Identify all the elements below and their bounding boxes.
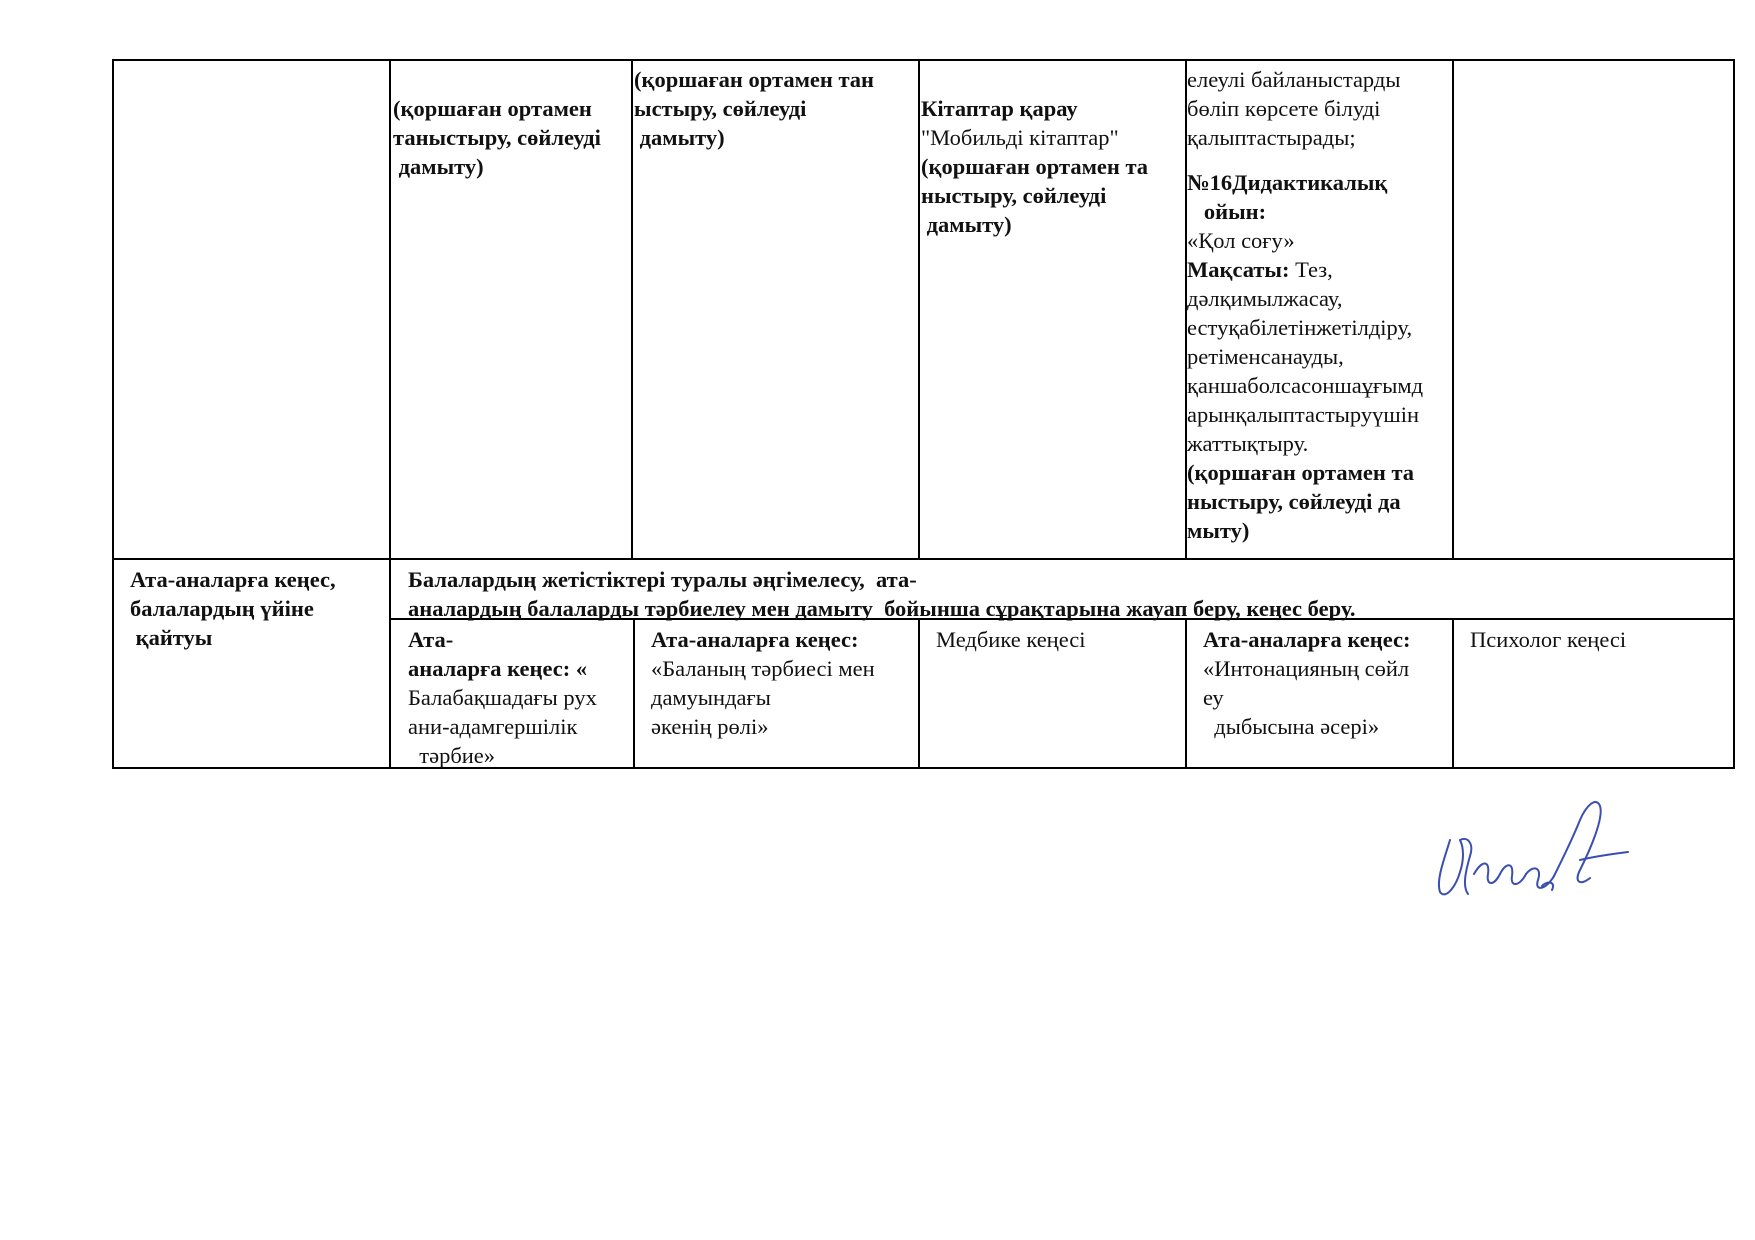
text-line: аналарға кеңес: « — [408, 656, 588, 681]
column-divider-5-row3 — [1452, 619, 1454, 769]
text-line: ныстыру, сөйлеуді да — [1187, 489, 1401, 514]
table-border-bottom — [112, 767, 1735, 769]
text-line: дамуындағы — [651, 685, 771, 710]
text-line: Медбике кеңесі — [936, 627, 1086, 652]
text-line: (қоршаған ортамен та — [921, 154, 1149, 179]
text-line: (қоршаған ортамен — [393, 96, 592, 121]
signature-icon — [1430, 790, 1630, 910]
row3-col6-psychologist — [1470, 625, 1730, 654]
text-line: Ата-аналарға кеңес: — [1203, 627, 1411, 652]
table-border-top — [112, 59, 1735, 61]
activity-heading: Кітаптар қарау — [921, 96, 1078, 121]
goal-text: Тез, — [1289, 257, 1333, 282]
row3-col2-consult — [408, 625, 630, 770]
text-line: арынқалыптастыруүшін — [1187, 402, 1419, 427]
row3-col3-consult — [651, 625, 916, 741]
text-line: Ата- — [408, 627, 454, 652]
text-line: дыбысына әсері» — [1203, 714, 1380, 739]
goal-line — [1187, 255, 1452, 284]
column-divider-2-row1 — [631, 59, 633, 559]
table-border-right — [1733, 59, 1735, 769]
table-border-left — [112, 59, 114, 769]
text-line: Балалардың жетістіктері туралы әңгімелесу, ата- — [408, 567, 917, 592]
text-line: мыту) — [1187, 518, 1250, 543]
text-line: Ата-аналарға кеңес: — [651, 627, 859, 652]
text-line: дәлқимылжасау, — [1187, 286, 1343, 311]
text-line: аналардың балаларды тәрбиелеу мен дамыту бойынша сұрақтарына жауап беру, кеңес беру. — [408, 596, 1356, 621]
row1-col4-activity — [921, 94, 1185, 239]
text-line: бөліп көрсете білуді — [1187, 96, 1381, 121]
text-line: «Баланың тәрбиесі мен — [651, 656, 875, 681]
row3-col4-nurse — [936, 625, 1181, 654]
column-divider-3-row3 — [918, 619, 920, 769]
row1-col5-game — [1187, 65, 1452, 545]
row2-label — [130, 565, 385, 652]
row3-col5-consult — [1203, 625, 1451, 741]
text-line: дамыту) — [921, 212, 1012, 237]
text-line: әкенің рөлі» — [651, 714, 769, 739]
text-line: дамыту) — [634, 125, 725, 150]
table-border-row1-bottom — [112, 558, 1735, 560]
activity-title: "Мобильді кітаптар" — [921, 125, 1119, 150]
column-divider-3-row1 — [918, 59, 920, 559]
goal-label: Мақсаты: — [1187, 257, 1290, 282]
text-line: Балабақшадағы рух — [408, 685, 597, 710]
text-line: естуқабілетінжетілдіру, — [1187, 315, 1413, 340]
text-line: ретіменсанауды, — [1187, 344, 1344, 369]
text-line: (қоршаған ортамен та — [1187, 460, 1415, 485]
column-divider-5-row1 — [1452, 59, 1454, 559]
text-line: Ата-аналарға кеңес, — [130, 567, 336, 592]
text-line: тәрбие» — [408, 743, 496, 768]
text-line: балалардың үйіне — [130, 596, 314, 621]
text-line: елеулі байланыстарды — [1187, 67, 1401, 92]
text-line: таныстыру, сөйлеуді — [393, 125, 601, 150]
text-line: «Интонацияның сөйл — [1203, 656, 1410, 681]
row1-col3-area — [634, 65, 918, 152]
text-line: ныстыру, сөйлеуді — [921, 183, 1107, 208]
spacer — [1187, 152, 1452, 168]
text-line: Психолог кеңесі — [1470, 627, 1627, 652]
column-divider-1 — [389, 59, 391, 769]
text-line: жаттықтыру. — [1187, 431, 1309, 456]
row2-merged-text — [408, 565, 1728, 623]
column-divider-4-row3 — [1185, 619, 1187, 769]
text-line: қайтуы — [130, 625, 213, 650]
game-name: «Қол соғу» — [1187, 228, 1295, 253]
row1-col2-area — [393, 94, 631, 181]
text-line: дамыту) — [393, 154, 484, 179]
column-divider-2-row3 — [633, 619, 635, 769]
text-line: (қоршаған ортамен тан — [634, 67, 875, 92]
game-heading: ойын: — [1187, 199, 1267, 224]
game-heading: №16Дидактикалық — [1187, 170, 1388, 195]
text-line: қалыптастырады; — [1187, 125, 1356, 150]
text-line: қаншаболсасоншаұғымд — [1187, 373, 1424, 398]
text-line: ыстыру, сөйлеуді — [634, 96, 807, 121]
text-line: еу — [1203, 685, 1224, 710]
text-line: ани-адамгершілік — [408, 714, 578, 739]
